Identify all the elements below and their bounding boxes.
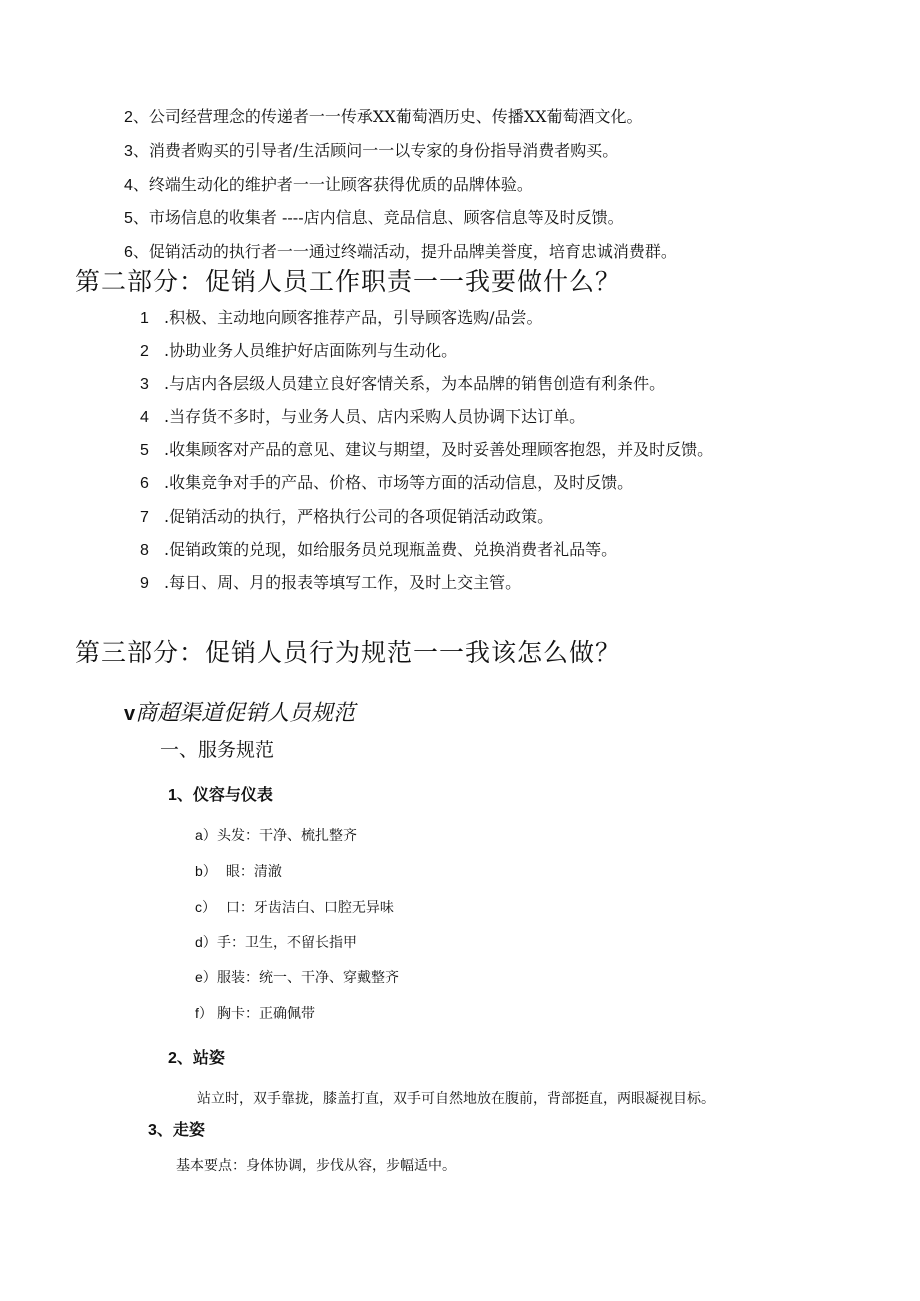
item-text: .当存货不多时，与业务人员、店内采购人员协调下达订单。: [164, 407, 586, 426]
item-number: 3: [140, 376, 149, 393]
item-text: 终端生动化的维护者一一让顾客获得优质的品牌体验。: [148, 175, 533, 194]
item-letter: a）: [195, 827, 217, 843]
subsection-title: 3、走姿: [148, 1122, 205, 1139]
duty-item: [140, 305, 542, 328]
part2-heading: 第二部分：促销人员工作职责一一我要做什么？: [75, 267, 622, 296]
category-marker: v: [124, 703, 136, 725]
item-text: .收集竞争对手的产品、价格、市场等方面的活动信息，及时反馈。: [164, 473, 634, 492]
item-number: 9: [140, 575, 149, 592]
item-text: 消费者购买的引导者/生活顾问一一以专家的身份指导消费者购买。: [148, 141, 619, 160]
item-text: 头发：干净、梳扎整齐: [217, 828, 357, 844]
item-text: .积极、主动地向顾客推荐产品，引导顾客选购/品尝。: [164, 308, 543, 327]
item-number: 3、: [124, 143, 149, 160]
item-number: 1: [140, 310, 149, 327]
item-text: 服装：统一、干净、穿戴整齐: [217, 970, 399, 986]
appearance-item: [195, 932, 357, 952]
item-text: 眼：清澈: [217, 864, 282, 880]
item-text: 胸卡：正确佩带: [217, 1006, 315, 1022]
section-heading: 一、服务规范: [160, 739, 275, 761]
item-text: 公司经营理念的传递者一一传承XX葡萄酒历史、传播XX葡萄酒文化。: [148, 107, 643, 126]
item-text: 市场信息的收集者 ----店内信息、竞品信息、顾客信息等及时反馈。: [148, 208, 624, 227]
intro-item: [124, 172, 533, 195]
item-number: 8: [140, 542, 149, 559]
item-number: 4、: [124, 177, 149, 194]
item-number: 4: [140, 409, 149, 426]
duty-item: [140, 470, 633, 493]
duty-item: [140, 504, 553, 527]
item-text: .每日、周、月的报表等填写工作，及时上交主管。: [164, 573, 522, 592]
item-text: 口：牙齿洁白、口腔无异味: [217, 900, 394, 916]
category-heading: [124, 696, 355, 727]
item-text: .收集顾客对产品的意见、建议与期望，及时妥善处理顾客抱怨，并及时反馈。: [164, 440, 714, 459]
standing-text: 站立时，双手靠拢，膝盖打直，双手可自然地放在腹前，背部挺直，两眼凝视目标。: [197, 1091, 715, 1107]
item-text: .与店内各层级人员建立良好客情关系，为本品牌的销售创造有利条件。: [164, 374, 666, 393]
intro-item: [124, 239, 677, 262]
subsection-title: 2、站姿: [168, 1050, 225, 1067]
duty-item: [140, 371, 665, 394]
appearance-item: [195, 861, 282, 881]
item-number: 5、: [124, 210, 149, 227]
intro-item: [124, 104, 642, 127]
item-number: 6: [140, 475, 149, 492]
part3-heading: 第三部分：促销人员行为规范一一我该怎么做？: [75, 638, 622, 667]
intro-item: [124, 138, 618, 161]
item-text: .协助业务人员维护好店面陈列与生动化。: [164, 341, 458, 360]
item-number: 2: [140, 343, 149, 360]
item-letter: b）: [195, 863, 217, 879]
item-text: .促销活动的执行，严格执行公司的各项促销活动政策。: [164, 507, 554, 526]
item-number: 5: [140, 442, 149, 459]
intro-item: [124, 205, 624, 228]
item-letter: e）: [195, 969, 217, 985]
item-number: 7: [140, 509, 149, 526]
item-letter: c）: [195, 899, 216, 915]
item-text: 手：卫生，不留长指甲: [217, 935, 357, 951]
duty-item: [140, 404, 585, 427]
subsection-title: 1、仪容与仪表: [168, 787, 273, 804]
item-number: 6、: [124, 244, 149, 261]
item-text: .促销政策的兑现，如给服务员兑现瓶盖费、兑换消费者礼品等。: [164, 540, 618, 559]
item-text: 促销活动的执行者一一通过终端活动，提升品牌美誉度，培育忠诚消费群。: [148, 242, 677, 261]
item-number: 2、: [124, 109, 149, 126]
appearance-item: [195, 1003, 315, 1023]
appearance-item: [195, 897, 394, 917]
item-letter: d）: [195, 934, 217, 950]
category-text: 商超渠道促销人员规范: [135, 701, 356, 726]
duty-item: [140, 437, 713, 460]
item-letter: f）: [195, 1005, 213, 1021]
appearance-item: [195, 825, 357, 845]
appearance-item: [195, 967, 399, 987]
duty-item: [140, 570, 521, 593]
walking-text: 基本要点：身体协调，步伐从容，步幅适中。: [176, 1158, 456, 1174]
duty-item: [140, 338, 457, 361]
duty-item: [140, 537, 617, 560]
